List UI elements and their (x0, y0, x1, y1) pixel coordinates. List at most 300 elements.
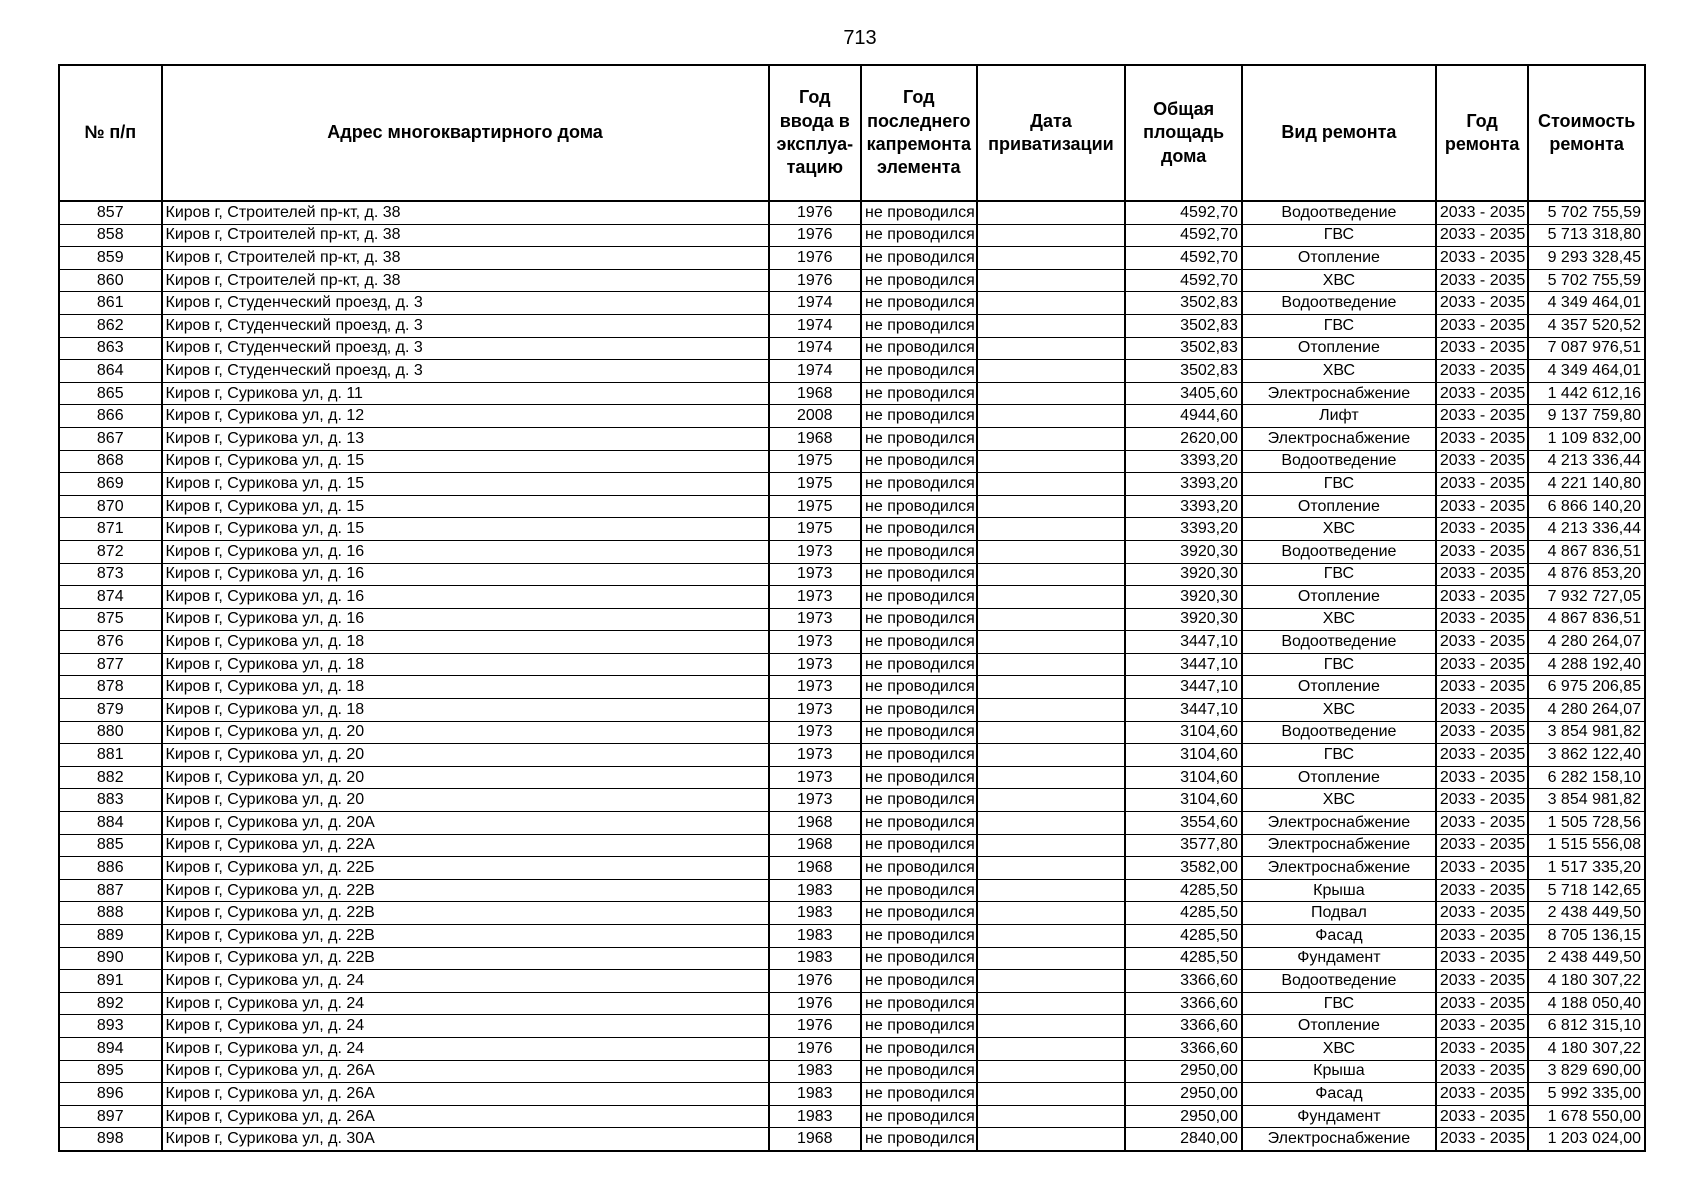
cell-last-repair: не проводился (861, 721, 977, 744)
cell-num: 858 (59, 224, 162, 247)
cell-area: 3393,20 (1125, 450, 1242, 473)
cell-cost: 1 517 335,20 (1528, 857, 1645, 880)
cell-num: 882 (59, 766, 162, 789)
cell-last-repair: не проводился (861, 947, 977, 970)
cell-address: Киров г, Строителей пр-кт, д. 38 (162, 224, 769, 247)
cell-privatization (977, 676, 1126, 699)
cell-privatization (977, 405, 1126, 428)
cell-privatization (977, 608, 1126, 631)
cell-num: 881 (59, 744, 162, 767)
cell-repair-year: 2033 - 2035 (1436, 247, 1528, 270)
cell-area: 3502,83 (1125, 314, 1242, 337)
cell-repair-type: ХВС (1242, 1037, 1436, 1060)
cell-address: Киров г, Сурикова ул, д. 18 (162, 699, 769, 722)
table-row (59, 382, 1645, 405)
cell-area: 3920,30 (1125, 586, 1242, 609)
cell-address: Киров г, Сурикова ул, д. 24 (162, 992, 769, 1015)
cell-last-repair: не проводился (861, 812, 977, 835)
header-repair-year: Год ремонта (1436, 65, 1528, 201)
table-row (59, 925, 1645, 948)
cell-repair-type: Водоотведение (1242, 540, 1436, 563)
cell-cost: 1 678 550,00 (1528, 1105, 1645, 1128)
cell-address: Киров г, Сурикова ул, д. 20А (162, 812, 769, 835)
cell-repair-type: ГВС (1242, 314, 1436, 337)
cell-privatization (977, 314, 1126, 337)
cell-last-repair: не проводился (861, 224, 977, 247)
cell-address: Киров г, Студенческий проезд, д. 3 (162, 292, 769, 315)
cell-privatization (977, 473, 1126, 496)
cell-year-built: 1983 (769, 1105, 861, 1128)
cell-num: 873 (59, 563, 162, 586)
cell-last-repair: не проводился (861, 540, 977, 563)
cell-cost: 1 442 612,16 (1528, 382, 1645, 405)
cell-privatization (977, 292, 1126, 315)
cell-last-repair: не проводился (861, 744, 977, 767)
cell-repair-year: 2033 - 2035 (1436, 970, 1528, 993)
cell-year-built: 1974 (769, 360, 861, 383)
cell-address: Киров г, Сурикова ул, д. 22А (162, 834, 769, 857)
cell-year-built: 1976 (769, 247, 861, 270)
cell-repair-year: 2033 - 2035 (1436, 269, 1528, 292)
cell-cost: 6 282 158,10 (1528, 766, 1645, 789)
cell-repair-type: ГВС (1242, 473, 1436, 496)
table-row (59, 337, 1645, 360)
cell-repair-type: Отопление (1242, 766, 1436, 789)
cell-privatization (977, 1128, 1126, 1151)
cell-repair-year: 2033 - 2035 (1436, 563, 1528, 586)
cell-area: 2840,00 (1125, 1128, 1242, 1151)
table-row (59, 1015, 1645, 1038)
cell-last-repair: не проводился (861, 247, 977, 270)
cell-cost: 4 280 264,07 (1528, 699, 1645, 722)
cell-area: 3393,20 (1125, 518, 1242, 541)
cell-year-built: 1973 (769, 608, 861, 631)
cell-address: Киров г, Сурикова ул, д. 30А (162, 1128, 769, 1151)
table-row (59, 789, 1645, 812)
cell-repair-year: 2033 - 2035 (1436, 789, 1528, 812)
cell-repair-year: 2033 - 2035 (1436, 879, 1528, 902)
cell-area: 3393,20 (1125, 473, 1242, 496)
cell-last-repair: не проводился (861, 337, 977, 360)
cell-address: Киров г, Строителей пр-кт, д. 38 (162, 269, 769, 292)
cell-address: Киров г, Студенческий проезд, д. 3 (162, 314, 769, 337)
cell-repair-type: ХВС (1242, 789, 1436, 812)
cell-address: Киров г, Сурикова ул, д. 16 (162, 563, 769, 586)
cell-last-repair: не проводился (861, 586, 977, 609)
cell-area: 4285,50 (1125, 902, 1242, 925)
cell-privatization (977, 879, 1126, 902)
cell-repair-type: ХВС (1242, 269, 1436, 292)
cell-num: 862 (59, 314, 162, 337)
cell-repair-type: Подвал (1242, 902, 1436, 925)
cell-privatization (977, 653, 1126, 676)
cell-area: 3447,10 (1125, 699, 1242, 722)
table-row (59, 495, 1645, 518)
cell-year-built: 1973 (769, 699, 861, 722)
table-row (59, 1128, 1645, 1151)
cell-area: 3104,60 (1125, 766, 1242, 789)
cell-repair-type: ХВС (1242, 518, 1436, 541)
cell-area: 3447,10 (1125, 676, 1242, 699)
cell-area: 4285,50 (1125, 879, 1242, 902)
cell-year-built: 1968 (769, 812, 861, 835)
cell-last-repair: не проводился (861, 834, 977, 857)
cell-area: 3502,83 (1125, 360, 1242, 383)
cell-privatization (977, 337, 1126, 360)
cell-privatization (977, 427, 1126, 450)
cell-year-built: 1983 (769, 1060, 861, 1083)
cell-year-built: 1976 (769, 1037, 861, 1060)
cell-address: Киров г, Сурикова ул, д. 12 (162, 405, 769, 428)
cell-area: 3502,83 (1125, 292, 1242, 315)
cell-num: 864 (59, 360, 162, 383)
cell-privatization (977, 766, 1126, 789)
cell-last-repair: не проводился (861, 879, 977, 902)
cell-cost: 1 109 832,00 (1528, 427, 1645, 450)
cell-address: Киров г, Сурикова ул, д. 22Б (162, 857, 769, 880)
cell-area: 3920,30 (1125, 608, 1242, 631)
cell-repair-type: Отопление (1242, 586, 1436, 609)
cell-cost: 3 854 981,82 (1528, 789, 1645, 812)
cell-privatization (977, 631, 1126, 654)
cell-num: 884 (59, 812, 162, 835)
cell-repair-year: 2033 - 2035 (1436, 744, 1528, 767)
table-row (59, 427, 1645, 450)
cell-cost: 4 180 307,22 (1528, 1037, 1645, 1060)
cell-address: Киров г, Сурикова ул, д. 26А (162, 1060, 769, 1083)
cell-address: Киров г, Студенческий проезд, д. 3 (162, 337, 769, 360)
cell-repair-year: 2033 - 2035 (1436, 586, 1528, 609)
table-row (59, 1105, 1645, 1128)
cell-num: 896 (59, 1083, 162, 1106)
cell-privatization (977, 247, 1126, 270)
cell-repair-type: ГВС (1242, 224, 1436, 247)
cell-area: 3582,00 (1125, 857, 1242, 880)
cell-address: Киров г, Сурикова ул, д. 15 (162, 450, 769, 473)
cell-repair-type: ГВС (1242, 992, 1436, 1015)
cell-area: 4592,70 (1125, 247, 1242, 270)
cell-repair-type: ГВС (1242, 653, 1436, 676)
header-last-repair: Год последнего капремонта элемента (861, 65, 977, 201)
cell-num: 888 (59, 902, 162, 925)
cell-num: 887 (59, 879, 162, 902)
cell-privatization (977, 1083, 1126, 1106)
cell-repair-year: 2033 - 2035 (1436, 473, 1528, 496)
cell-num: 883 (59, 789, 162, 812)
cell-cost: 5 702 755,59 (1528, 201, 1645, 224)
cell-num: 895 (59, 1060, 162, 1083)
cell-num: 863 (59, 337, 162, 360)
cell-area: 4592,70 (1125, 201, 1242, 224)
cell-address: Киров г, Строителей пр-кт, д. 38 (162, 247, 769, 270)
cell-year-built: 1976 (769, 1015, 861, 1038)
cell-year-built: 1968 (769, 857, 861, 880)
cell-cost: 1 505 728,56 (1528, 812, 1645, 835)
cell-area: 3447,10 (1125, 653, 1242, 676)
cell-year-built: 2008 (769, 405, 861, 428)
table-row (59, 586, 1645, 609)
table-row (59, 608, 1645, 631)
cell-privatization (977, 1015, 1126, 1038)
cell-last-repair: не проводился (861, 925, 977, 948)
table-row (59, 563, 1645, 586)
cell-repair-year: 2033 - 2035 (1436, 676, 1528, 699)
table-row (59, 766, 1645, 789)
cell-year-built: 1973 (769, 563, 861, 586)
header-cost: Стоимость ремонта (1528, 65, 1645, 201)
cell-repair-year: 2033 - 2035 (1436, 857, 1528, 880)
table-row (59, 879, 1645, 902)
cell-area: 4285,50 (1125, 925, 1242, 948)
cell-year-built: 1976 (769, 201, 861, 224)
cell-repair-year: 2033 - 2035 (1436, 992, 1528, 1015)
table-row (59, 834, 1645, 857)
cell-repair-year: 2033 - 2035 (1436, 337, 1528, 360)
cell-num: 893 (59, 1015, 162, 1038)
cell-repair-type: Водоотведение (1242, 721, 1436, 744)
cell-address: Киров г, Строителей пр-кт, д. 38 (162, 201, 769, 224)
cell-area: 3920,30 (1125, 563, 1242, 586)
cell-repair-type: ХВС (1242, 699, 1436, 722)
cell-cost: 6 812 315,10 (1528, 1015, 1645, 1038)
cell-area: 3502,83 (1125, 337, 1242, 360)
cell-repair-year: 2033 - 2035 (1436, 834, 1528, 857)
cell-cost: 6 866 140,20 (1528, 495, 1645, 518)
table-row (59, 360, 1645, 383)
table-row (59, 902, 1645, 925)
cell-area: 2620,00 (1125, 427, 1242, 450)
cell-repair-year: 2033 - 2035 (1436, 699, 1528, 722)
cell-cost: 7 932 727,05 (1528, 586, 1645, 609)
cell-year-built: 1973 (769, 721, 861, 744)
cell-repair-year: 2033 - 2035 (1436, 1060, 1528, 1083)
cell-num: 878 (59, 676, 162, 699)
cell-num: 890 (59, 947, 162, 970)
table-row (59, 1037, 1645, 1060)
cell-cost: 3 862 122,40 (1528, 744, 1645, 767)
cell-num: 894 (59, 1037, 162, 1060)
cell-area: 3366,60 (1125, 1037, 1242, 1060)
cell-cost: 4 188 050,40 (1528, 992, 1645, 1015)
header-address: Адрес многоквартирного дома (162, 65, 769, 201)
cell-repair-year: 2033 - 2035 (1436, 608, 1528, 631)
table-row (59, 1083, 1645, 1106)
header-area: Общая площадь дома (1125, 65, 1242, 201)
cell-area: 3104,60 (1125, 744, 1242, 767)
cell-num: 868 (59, 450, 162, 473)
cell-area: 3366,60 (1125, 1015, 1242, 1038)
page-number: 713 (843, 27, 877, 49)
cell-privatization (977, 902, 1126, 925)
table-row (59, 699, 1645, 722)
cell-area: 3393,20 (1125, 495, 1242, 518)
cell-address: Киров г, Сурикова ул, д. 22В (162, 902, 769, 925)
cell-privatization (977, 269, 1126, 292)
cell-num: 885 (59, 834, 162, 857)
cell-address: Киров г, Сурикова ул, д. 18 (162, 631, 769, 654)
cell-repair-type: Крыша (1242, 879, 1436, 902)
cell-repair-type: Фундамент (1242, 947, 1436, 970)
cell-repair-type: Электроснабжение (1242, 1128, 1436, 1151)
cell-last-repair: не проводился (861, 608, 977, 631)
cell-num: 876 (59, 631, 162, 654)
cell-privatization (977, 992, 1126, 1015)
cell-num: 861 (59, 292, 162, 315)
cell-num: 871 (59, 518, 162, 541)
cell-year-built: 1983 (769, 947, 861, 970)
header-num: № п/п (59, 65, 162, 201)
table-row (59, 721, 1645, 744)
cell-repair-type: ГВС (1242, 744, 1436, 767)
cell-cost: 4 349 464,01 (1528, 292, 1645, 315)
cell-year-built: 1976 (769, 224, 861, 247)
cell-repair-year: 2033 - 2035 (1436, 495, 1528, 518)
cell-last-repair: не проводился (861, 902, 977, 925)
cell-cost: 4 357 520,52 (1528, 314, 1645, 337)
table-row (59, 473, 1645, 496)
cell-repair-year: 2033 - 2035 (1436, 653, 1528, 676)
cell-repair-type: ГВС (1242, 563, 1436, 586)
cell-year-built: 1975 (769, 518, 861, 541)
table-row (59, 1060, 1645, 1083)
cell-last-repair: не проводился (861, 450, 977, 473)
cell-privatization (977, 789, 1126, 812)
cell-last-repair: не проводился (861, 473, 977, 496)
cell-repair-year: 2033 - 2035 (1436, 721, 1528, 744)
cell-cost: 5 713 318,80 (1528, 224, 1645, 247)
table-row (59, 540, 1645, 563)
cell-address: Киров г, Сурикова ул, д. 16 (162, 608, 769, 631)
table-row (59, 947, 1645, 970)
cell-area: 3104,60 (1125, 789, 1242, 812)
cell-cost: 4 288 192,40 (1528, 653, 1645, 676)
cell-repair-type: ХВС (1242, 360, 1436, 383)
cell-repair-year: 2033 - 2035 (1436, 1105, 1528, 1128)
cell-year-built: 1976 (769, 970, 861, 993)
cell-num: 886 (59, 857, 162, 880)
cell-year-built: 1973 (769, 586, 861, 609)
cell-repair-year: 2033 - 2035 (1436, 224, 1528, 247)
cell-last-repair: не проводился (861, 1105, 977, 1128)
table-row (59, 314, 1645, 337)
cell-last-repair: не проводился (861, 789, 977, 812)
cell-year-built: 1976 (769, 992, 861, 1015)
cell-num: 869 (59, 473, 162, 496)
cell-repair-type: Фундамент (1242, 1105, 1436, 1128)
cell-repair-type: Лифт (1242, 405, 1436, 428)
cell-repair-year: 2033 - 2035 (1436, 360, 1528, 383)
cell-year-built: 1973 (769, 789, 861, 812)
cell-repair-type: Водоотведение (1242, 450, 1436, 473)
table-header (59, 65, 1645, 201)
cell-privatization (977, 699, 1126, 722)
cell-repair-year: 2033 - 2035 (1436, 1128, 1528, 1151)
cell-address: Киров г, Сурикова ул, д. 24 (162, 1015, 769, 1038)
cell-area: 4592,70 (1125, 269, 1242, 292)
cell-num: 860 (59, 269, 162, 292)
cell-area: 3366,60 (1125, 970, 1242, 993)
cell-num: 874 (59, 586, 162, 609)
cell-year-built: 1968 (769, 834, 861, 857)
cell-last-repair: не проводился (861, 518, 977, 541)
cell-year-built: 1983 (769, 879, 861, 902)
cell-cost: 1 203 024,00 (1528, 1128, 1645, 1151)
header-repair-type: Вид ремонта (1242, 65, 1436, 201)
cell-cost: 2 438 449,50 (1528, 902, 1645, 925)
cell-cost: 4 213 336,44 (1528, 518, 1645, 541)
table-row (59, 247, 1645, 270)
cell-repair-type: Отопление (1242, 247, 1436, 270)
table-row (59, 269, 1645, 292)
cell-privatization (977, 495, 1126, 518)
table-row (59, 744, 1645, 767)
cell-address: Киров г, Сурикова ул, д. 26А (162, 1105, 769, 1128)
cell-cost: 6 975 206,85 (1528, 676, 1645, 699)
cell-repair-year: 2033 - 2035 (1436, 925, 1528, 948)
cell-area: 3577,80 (1125, 834, 1242, 857)
table-row (59, 676, 1645, 699)
cell-area: 4592,70 (1125, 224, 1242, 247)
cell-repair-type: Отопление (1242, 495, 1436, 518)
cell-last-repair: не проводился (861, 495, 977, 518)
table-row (59, 450, 1645, 473)
cell-last-repair: не проводился (861, 699, 977, 722)
cell-privatization (977, 360, 1126, 383)
table-row (59, 201, 1645, 224)
cell-year-built: 1983 (769, 925, 861, 948)
cell-privatization (977, 563, 1126, 586)
cell-repair-type: Водоотведение (1242, 631, 1436, 654)
repair-registry-table (58, 64, 1646, 1152)
cell-year-built: 1975 (769, 473, 861, 496)
cell-repair-year: 2033 - 2035 (1436, 812, 1528, 835)
cell-cost: 5 718 142,65 (1528, 879, 1645, 902)
cell-privatization (977, 450, 1126, 473)
cell-address: Киров г, Сурикова ул, д. 20 (162, 721, 769, 744)
table-row (59, 992, 1645, 1015)
cell-repair-type: Фасад (1242, 925, 1436, 948)
cell-last-repair: не проводился (861, 405, 977, 428)
cell-cost: 7 087 976,51 (1528, 337, 1645, 360)
cell-area: 4944,60 (1125, 405, 1242, 428)
cell-repair-year: 2033 - 2035 (1436, 382, 1528, 405)
cell-cost: 5 992 335,00 (1528, 1083, 1645, 1106)
cell-year-built: 1973 (769, 676, 861, 699)
cell-last-repair: не проводился (861, 314, 977, 337)
cell-cost: 2 438 449,50 (1528, 947, 1645, 970)
cell-last-repair: не проводился (861, 970, 977, 993)
cell-year-built: 1983 (769, 902, 861, 925)
cell-address: Киров г, Сурикова ул, д. 22В (162, 947, 769, 970)
cell-address: Киров г, Сурикова ул, д. 24 (162, 970, 769, 993)
cell-area: 3104,60 (1125, 721, 1242, 744)
cell-address: Киров г, Сурикова ул, д. 13 (162, 427, 769, 450)
cell-repair-year: 2033 - 2035 (1436, 427, 1528, 450)
cell-repair-type: Водоотведение (1242, 970, 1436, 993)
cell-repair-type: Электроснабжение (1242, 857, 1436, 880)
cell-repair-year: 2033 - 2035 (1436, 292, 1528, 315)
cell-last-repair: не проводился (861, 427, 977, 450)
cell-repair-year: 2033 - 2035 (1436, 947, 1528, 970)
cell-repair-year: 2033 - 2035 (1436, 540, 1528, 563)
cell-address: Киров г, Сурикова ул, д. 16 (162, 540, 769, 563)
cell-repair-year: 2033 - 2035 (1436, 201, 1528, 224)
cell-year-built: 1973 (769, 766, 861, 789)
cell-year-built: 1973 (769, 631, 861, 654)
cell-address: Киров г, Сурикова ул, д. 20 (162, 789, 769, 812)
cell-last-repair: не проводился (861, 1015, 977, 1038)
cell-year-built: 1973 (769, 653, 861, 676)
